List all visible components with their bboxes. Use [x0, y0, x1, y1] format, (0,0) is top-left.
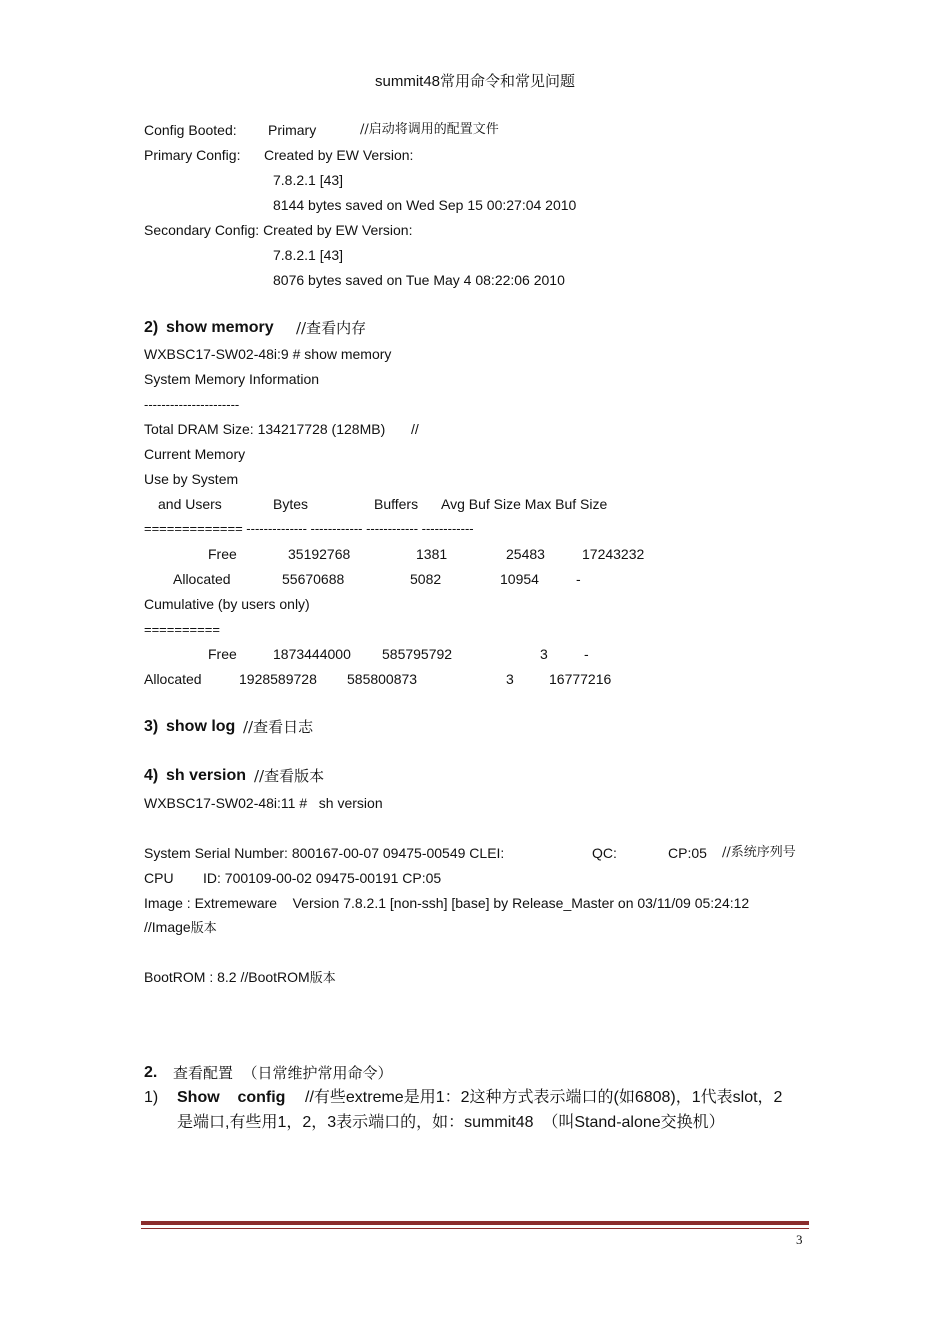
image-comment-prefix: //Image: [144, 919, 191, 935]
cumulative-free-bytes: 1873444000: [273, 646, 351, 662]
cumulative-free-buffers: 585795792: [382, 646, 453, 662]
memory-dashes: ----------------------: [144, 397, 240, 412]
separator-line-2: ==========: [144, 622, 220, 637]
primary-config-label: Primary Config:: [144, 147, 241, 163]
page-header: summit48常用命令和常见问题: [374, 73, 576, 90]
primary-config-value: Created by EW Version:: [264, 147, 414, 163]
current-allocated-label: Allocated: [173, 571, 231, 587]
primary-config-saved: 8144 bytes saved on Wed Sep 15 00:27:04 2010: [273, 197, 577, 213]
version-heading-cmd: sh version: [166, 767, 247, 784]
current-allocated-avg: 10954: [500, 571, 539, 587]
cumulative-free-avg: 3: [540, 646, 548, 662]
current-free-bytes: 35192768: [288, 546, 351, 562]
log-heading-num: 3): [144, 718, 159, 735]
section2-num: 2.: [144, 1064, 158, 1081]
col-buffers: Buffers: [374, 496, 419, 512]
footer-rule-thick: [141, 1221, 809, 1225]
current-allocated-buffers: 5082: [410, 571, 442, 587]
bootrom-line: [144, 968, 336, 988]
memory-prompt: WXBSC17-SW02-48i:9 # show memory: [144, 346, 392, 362]
cumulative-allocated-label: Allocated: [144, 671, 202, 687]
cumulative-allocated-buffers: 585800873: [347, 671, 418, 687]
log-heading-comment: //查看日志: [243, 718, 314, 736]
section2-item-cmd: Show config: [177, 1089, 286, 1106]
version-heading-comment: //查看版本: [254, 767, 325, 785]
separator-line: ============= -------------- ------------ ------------ ------------: [144, 521, 474, 536]
primary-config-version: 7.8.2.1 [43]: [273, 172, 344, 188]
cumulative-allocated-bytes: 1928589728: [239, 671, 317, 687]
current-free-avg: 25483: [506, 546, 545, 562]
memory-heading-num: 2): [144, 319, 159, 336]
footer-rule-thin: [141, 1228, 809, 1229]
memory-heading-comment: //查看内存: [296, 319, 367, 337]
cumulative-free-label: Free: [208, 646, 237, 662]
bootrom-cn: 版本: [309, 971, 336, 986]
current-memory: Current Memory: [144, 446, 246, 462]
section2-item-text2: 是端口,有些用1，2，3表示端口的，如：summit48 （叫Stand-alone交换机）: [177, 1114, 725, 1131]
bootrom-text: BootROM : 8.2 //BootROM: [144, 969, 310, 985]
version-heading-num: 4): [144, 767, 159, 784]
use-by-system: Use by System: [144, 471, 239, 487]
current-free-max: 17243232: [582, 546, 645, 562]
section2-item-num: 1): [144, 1089, 159, 1106]
image-version: Image : Extremeware Version 7.8.2.1 [non-ssh] [base] by Release_Master on 03/11/09 05:24:12: [144, 895, 750, 911]
current-free-label: Free: [208, 546, 237, 562]
col-and-users: and Users: [158, 496, 222, 512]
current-free-buffers: 1381: [416, 546, 448, 562]
secondary-config-version: 7.8.2.1 [43]: [273, 247, 344, 263]
col-avg-max: Avg Buf Size Max Buf Size: [441, 496, 608, 512]
memory-heading-cmd: show memory: [166, 319, 274, 336]
cpu-label: CPU: [144, 870, 174, 886]
current-allocated-bytes: 55670688: [282, 571, 345, 587]
serial-qc: QC:: [592, 845, 617, 861]
version-prompt: WXBSC17-SW02-48i:11 # sh version: [144, 795, 383, 811]
config-booted-label: Config Booted:: [144, 122, 237, 138]
cpu-id: ID: 700109-00-02 09475-00191 CP:05: [203, 870, 442, 886]
page-number: 3: [796, 1232, 803, 1247]
col-bytes: Bytes: [273, 496, 309, 512]
serial-cp: CP:05: [668, 845, 707, 861]
config-booted-value: Primary: [268, 122, 317, 138]
memory-title: System Memory Information: [144, 371, 320, 387]
section2-title: 查看配置 （日常维护常用命令）: [173, 1064, 393, 1082]
image-comment-cn: 版本: [190, 921, 217, 936]
cumulative-allocated-max: 16777216: [549, 671, 612, 687]
cumulative-allocated-avg: 3: [506, 671, 514, 687]
secondary-config-saved: 8076 bytes saved on Tue May 4 08:22:06 2010: [273, 272, 565, 288]
secondary-config-line: Secondary Config: Created by EW Version:: [144, 222, 413, 238]
image-comment: [144, 918, 217, 938]
serial-comment: //系统序列号: [722, 845, 796, 860]
total-dram-comment: //: [411, 421, 419, 437]
log-heading-cmd: show log: [166, 718, 236, 735]
total-dram: Total DRAM Size: 134217728 (128MB): [144, 421, 386, 437]
section2-item-text1: //有些extreme是用1：2这种方式表示端口的(如6808)，1代表slot，2: [305, 1089, 783, 1106]
config-booted-comment: //启动将调用的配置文件: [360, 122, 499, 137]
current-allocated-max: -: [576, 571, 581, 587]
cumulative-label: Cumulative (by users only): [144, 596, 310, 612]
cumulative-free-max: -: [584, 646, 589, 662]
serial-number: System Serial Number: 800167-00-07 09475-00549 CLEI:: [144, 845, 505, 861]
